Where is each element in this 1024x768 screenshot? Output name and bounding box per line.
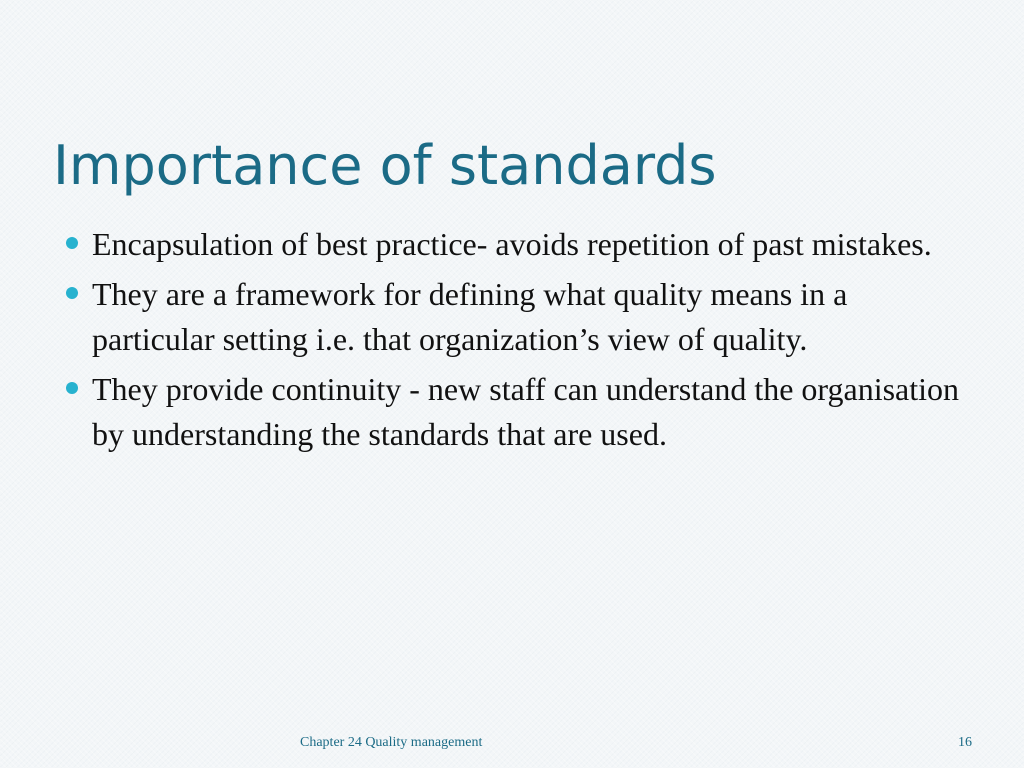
bullet-text: Encapsulation of best practice- avoids repetition of past mistakes.	[92, 226, 932, 262]
bullet-item	[64, 367, 964, 457]
footer-text: Chapter 24 Quality management	[300, 735, 483, 750]
bullet-dot-icon	[66, 382, 78, 394]
slide-title: Importance of standards	[53, 134, 717, 197]
bullet-text: They are a framework for defining what quality means in a particular setting i.e. that organization’s view of quality.	[92, 276, 848, 357]
bullet-item	[64, 272, 964, 362]
bullet-list	[64, 222, 964, 462]
page-number: 16	[958, 735, 972, 750]
bullet-text: They provide continuity - new staff can understand the organisation by understanding the standards that are used.	[92, 371, 960, 452]
bullet-dot-icon	[66, 237, 78, 249]
bullet-dot-icon	[66, 287, 78, 299]
bullet-item	[64, 222, 964, 267]
